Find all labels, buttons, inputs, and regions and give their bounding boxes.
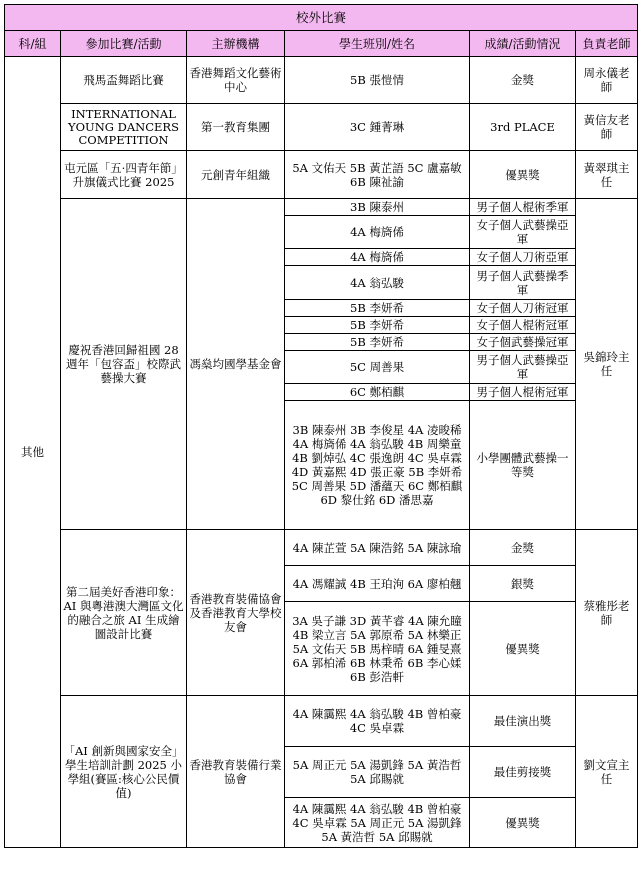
student-names: 4A 馮耀誠 4B 王珀洵 6A 廖柏翹 [285,566,470,602]
student-names: 4A 梅旖俙 [285,216,470,249]
teacher: 周永儀老師 [576,57,638,104]
teacher: 黃信友老師 [576,104,638,151]
student-names: 5C 周善果 [285,351,470,384]
student-names: 3C 鍾菁琳 [285,104,470,151]
result: 男子個人棍術冠軍 [470,384,576,401]
result: 女子個人刀術亞軍 [470,249,576,266]
organizer: 元創青年組織 [187,151,285,199]
student-names: 4A 陳靄熙 4A 翁弘駿 4B 曾柏豪 4C 吳卓霖 [285,696,470,747]
result: 女子個人武藝操亞軍 [470,216,576,249]
student-names: 4A 陳芷萱 5A 陳浩銘 5A 陳詠瑜 [285,530,470,566]
result: 金獎 [470,57,576,104]
result: 銀獎 [470,566,576,602]
result: 男子個人棍術季軍 [470,199,576,216]
student-names: 4A 梅旖俙 [285,249,470,266]
teacher: 蔡雅彤老師 [576,530,638,696]
header-result: 成績/活動情況 [470,31,576,57]
result: 優異獎 [470,151,576,199]
event-name: 屯元區「五·四青年節」升旗儀式比賽 2025 [61,151,187,199]
result: 女子個人棍術冠軍 [470,317,576,334]
result: 優異獎 [470,602,576,696]
result: 女子個武藝操冠軍 [470,334,576,351]
organizer: 香港教育裝備行業協會 [187,696,285,848]
student-names: 5B 李妍希 [285,334,470,351]
student-names: 3A 吳子謙 3D 黃芊睿 4A 陳允瞳 4B 梁立言 5A 郭原希 5A 林樂正 5A 文佑天 5B 馬梓晴 6A 鍾旻熹 6A 郭柏浠 6B 林秉希 6B 李心媃 6B 彭浩軒 [285,602,470,696]
header-subject: 科/組 [5,31,61,57]
teacher: 吳錦玲主任 [576,199,638,530]
organizer: 香港舞蹈文化藝術中心 [187,57,285,104]
result: 小學團體武藝操一等獎 [470,401,576,530]
student-names: 5B 張愷情 [285,57,470,104]
student-names: 5B 李妍希 [285,317,470,334]
result: 優異獎 [470,798,576,848]
result: 最佳演出獎 [470,696,576,747]
student-names: 5A 文佑天 5B 黃芷語 5C 盧嘉敏 6B 陳祉諭 [285,151,470,199]
student-names: 4A 陳靄熙 4A 翁弘駿 4B 曾柏豪 4C 吳卓霖 5A 周正元 5A 湯凱鋒 5A 黃浩哲 5A 邱賜就 [285,798,470,848]
result: 女子個人刀術冠軍 [470,300,576,317]
student-names: 6C 鄭栢麒 [285,384,470,401]
organizer: 第一教育集團 [187,104,285,151]
event-name: 慶祝香港回歸祖國 28 週年「包容盃」校際武藝操大賽 [61,199,187,530]
result: 男子個人武藝操亞軍 [470,351,576,384]
event-name: 第二屆美好香港印象：AI 與粵港澳大灣區文化的融合之旅 AI 生成繪圖設計比賽 [61,530,187,696]
result: 3rd PLACE [470,104,576,151]
event-name: 飛馬盃舞蹈比賽 [61,57,187,104]
result: 男子個人武藝操季軍 [470,266,576,300]
result: 金獎 [470,530,576,566]
header-event: 參加比賽/活動 [61,31,187,57]
student-names: 5B 李妍希 [285,300,470,317]
result: 最佳剪接獎 [470,747,576,798]
header-students: 學生班別/姓名 [285,31,470,57]
teacher: 劉文宣主任 [576,696,638,848]
teacher: 黃翠琪主任 [576,151,638,199]
student-names: 5A 周正元 5A 湯凱鋒 5A 黃浩哲 5A 邱賜就 [285,747,470,798]
table-title: 校外比賽 [5,5,638,31]
subject-cell: 其他 [5,57,61,848]
organizer: 馮燊均國學基金會 [187,199,285,530]
external-competitions-table [4,4,638,848]
student-names: 4A 翁弘駿 [285,266,470,300]
header-organizer: 主辦機構 [187,31,285,57]
organizer: 香港教育裝備協會及香港教育大學校友會 [187,530,285,696]
event-name: 「AI 創新與國家安全」學生培訓計劃 2025 小學組(賽區:核心公民價值) [61,696,187,848]
header-teacher: 負責老師 [576,31,638,57]
student-names: 3B 陳泰州 3B 李俊星 4A 凌晙稀 4A 梅旖俙 4A 翁弘駿 4B 周樂童 4B 劉焯弘 4C 張逸朗 4C 吳卓霖 4D 黃嘉熙 4D 張正豪 5B 李妍希 5C 周善果 5D 潘蘊天 6C 鄭栢麒 6D 黎仕銘 6D 潘思嘉 [285,401,470,530]
event-name: INTERNATIONAL YOUNG DANCERS COMPETITION [61,104,187,151]
student-names: 3B 陳泰州 [285,199,470,216]
